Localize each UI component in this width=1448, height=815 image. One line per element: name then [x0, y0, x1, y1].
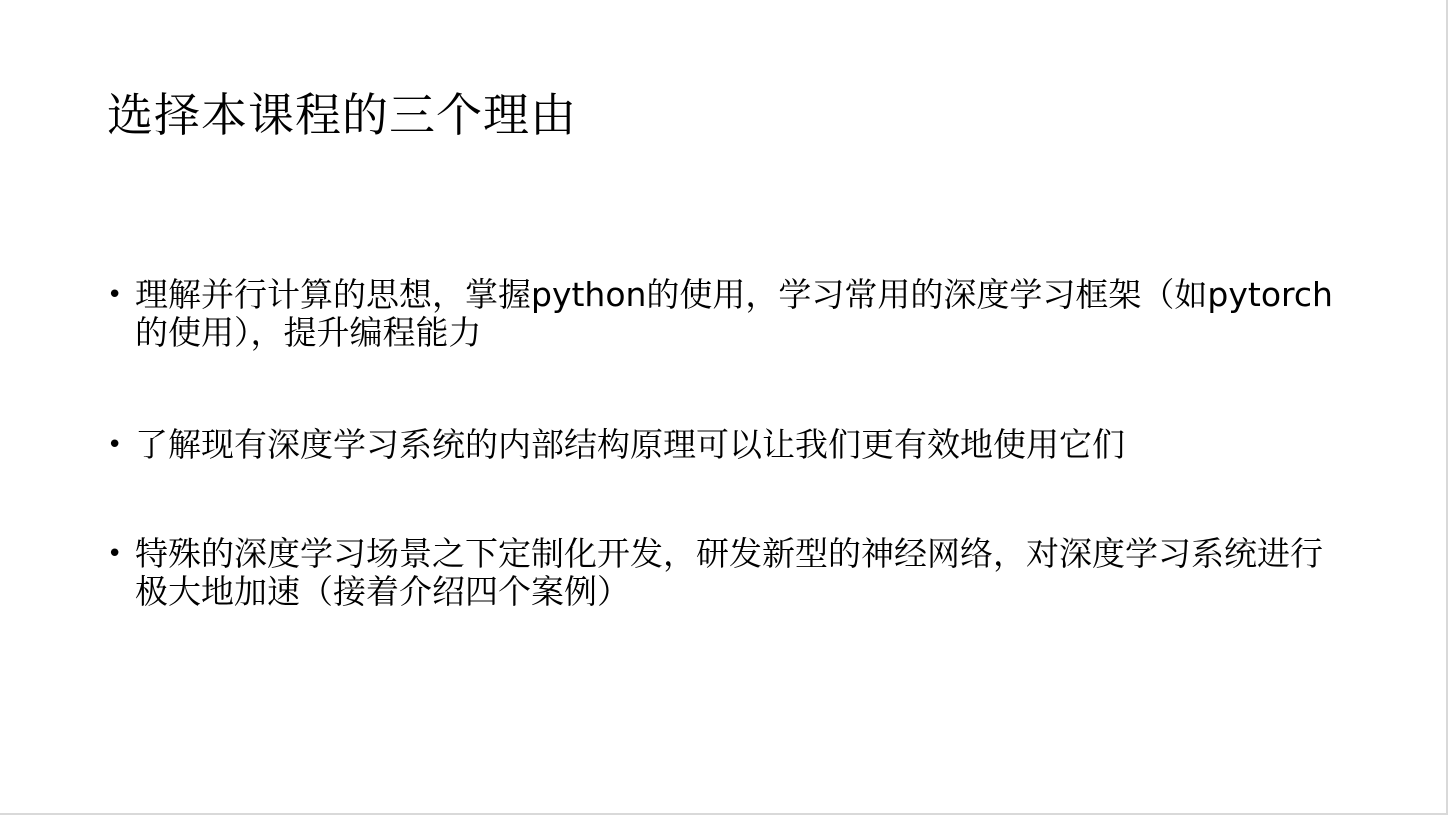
bullet-item: [107, 535, 1347, 611]
bullet-text: 特殊的深度学习场景之下定制化开发，研发新型的神经网络，对深度学习系统进行极大地加速（接着介绍四个案例）: [135, 534, 1323, 611]
slide-title: 选择本课程的三个理由: [107, 88, 577, 142]
bullet-marker: •: [107, 539, 123, 569]
bullet-text: 理解并行计算的思想，掌握python的使用，学习常用的深度学习框架（如pytorch的使用），提升编程能力: [135, 275, 1333, 352]
bullet-list: [107, 276, 1347, 611]
bullet-item: [107, 276, 1347, 426]
bullet-text: 了解现有深度学习系统的内部结构原理可以让我们更有效地使用它们: [135, 425, 1125, 464]
bullet-marker: •: [107, 430, 123, 460]
bullet-marker: •: [107, 280, 123, 310]
bullet-item: [107, 426, 1347, 535]
